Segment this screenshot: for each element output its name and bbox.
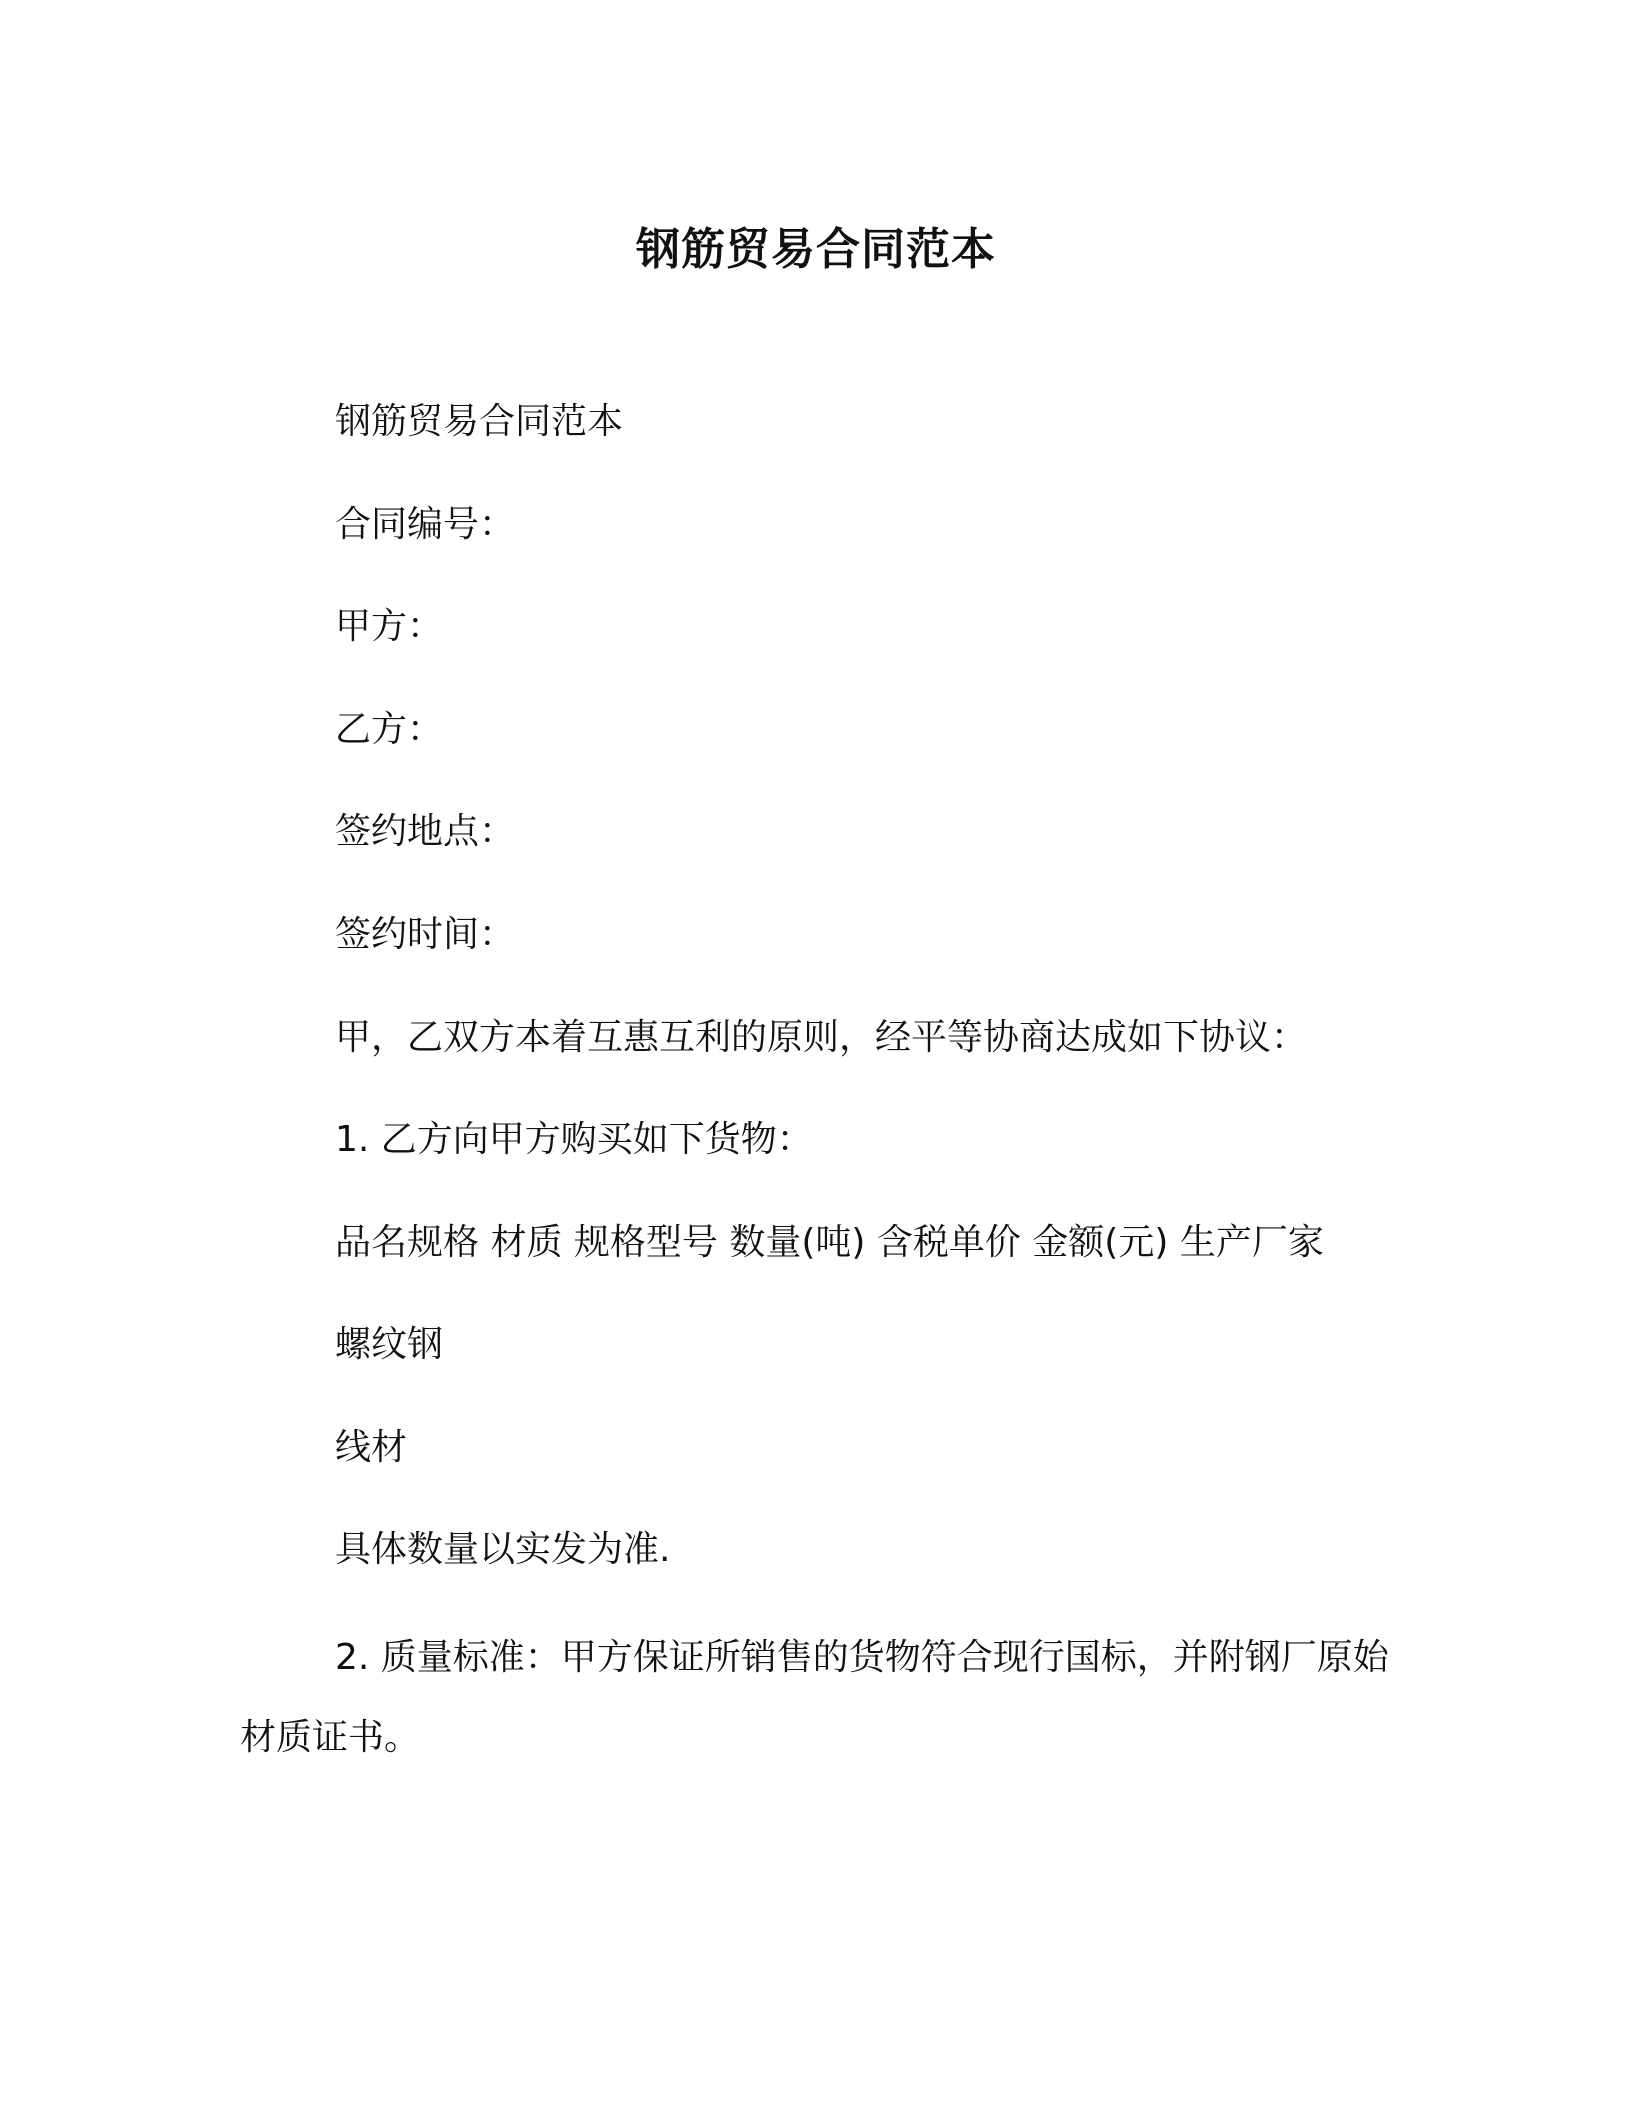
sign-time-label: 签约时间： [335,914,516,955]
document-subtitle: 钢筋贸易合同范本 [335,401,624,442]
document-title: 钢筋贸易合同范本 [636,224,996,275]
goods-table-header: 品名规格 材质 规格型号 数量(吨) 含税单价 金额(元) 生产厂家 [335,1222,1324,1263]
clause-1-text: 1. 乙方向甲方购买如下货物： [335,1119,813,1160]
goods-item-rebar: 螺纹钢 [335,1324,444,1365]
sign-place-label: 签约地点： [335,811,516,852]
goods-item-wire-rod: 线材 [335,1427,408,1468]
party-a-label: 甲方： [335,606,444,647]
party-b-label: 乙方： [335,709,444,750]
quantity-note: 具体数量以实发为准. [335,1529,671,1570]
preamble-text: 甲，乙双方本着互惠互利的原则，经平等协商达成如下协议： [335,1017,1308,1058]
contract-no-label: 合同编号： [335,504,516,545]
clause-2-text: 2. 质量标准：甲方保证所销售的货物符合现行国标，并附钢厂原始材质证书。 [240,1637,1389,1758]
